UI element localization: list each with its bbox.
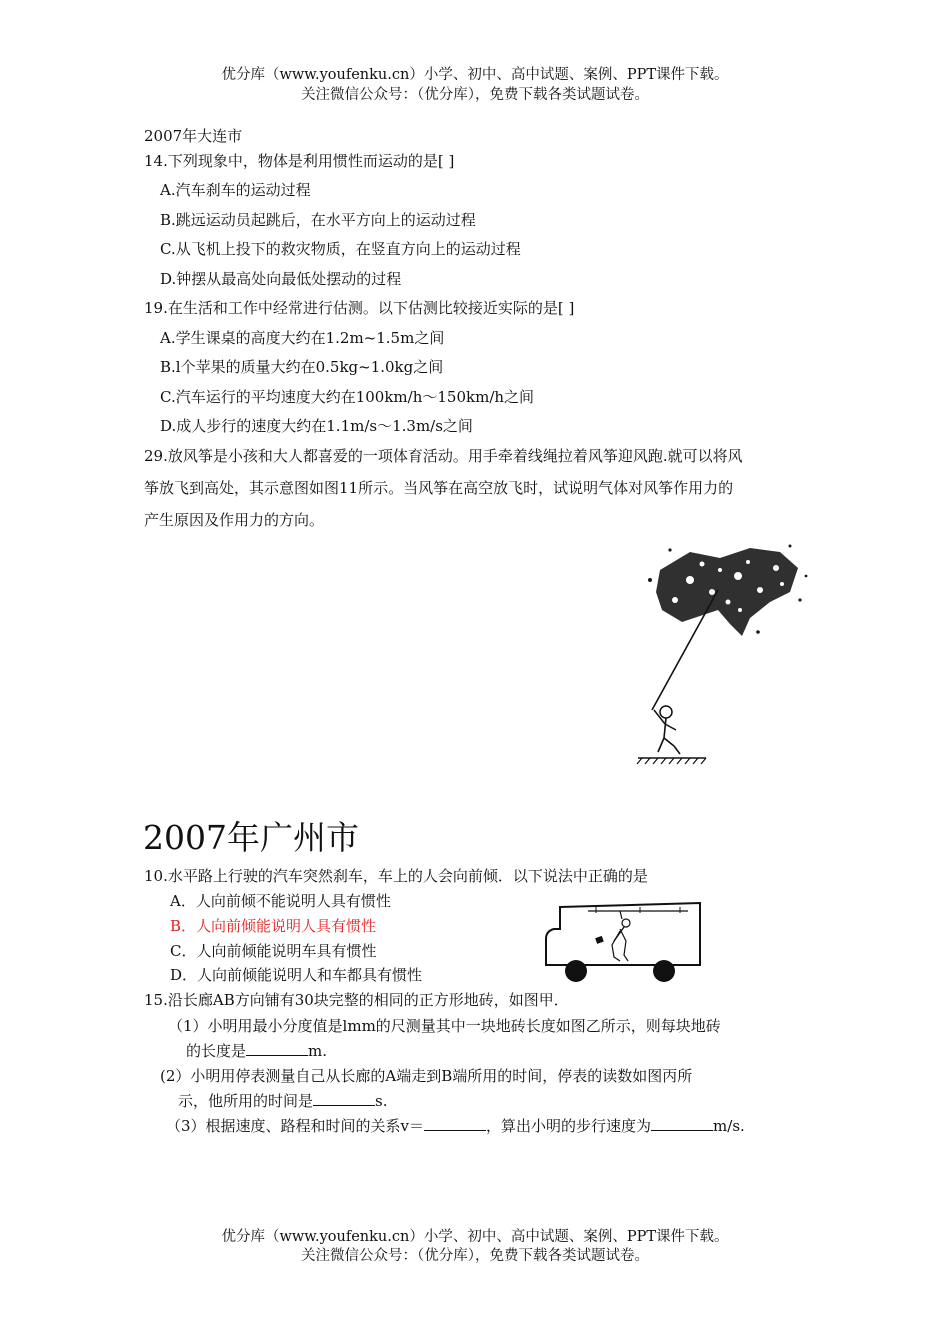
- question-19-stem: 19.在生活和工作中经常进行估测。以下估测比较接近实际的是[ ]: [144, 299, 575, 317]
- header-line-1: 优分库（www.youfenku.cn）小学、初中、高中试题、案例、PPT课件下载。: [221, 67, 729, 83]
- question-15-stem: 15.沿长廊AB方向铺有30块完整的相同的正方形地砖，如图甲．: [144, 991, 569, 1009]
- q19-option-c: C.汽车运行的平均速度大约在100km/h～150km/h之间: [160, 388, 535, 406]
- q10-option-b-answer: B．人向前倾能说明人具有惯性: [170, 917, 377, 935]
- q10-option-a: A．人向前倾不能说明人具有惯性: [170, 892, 391, 910]
- answer-blank-formula[interactable]: [424, 1116, 486, 1131]
- question-10-stem: 10.水平路上行驶的汽车突然刹车，车上的人会向前倾．以下说法中正确的是: [144, 867, 648, 885]
- question-14-stem: 14.下列现象中，物体是利用惯性而运动的是[ ]: [144, 152, 455, 170]
- header-line-2: 关注微信公众号：（优分库），免费下载各类试题试卷。: [301, 87, 649, 103]
- q19-option-d: D.成人步行的速度大约在1.1m/s～1.3m/s之间: [160, 417, 473, 435]
- q15-part-2-prefix: 示，他所用的时间是: [178, 1092, 314, 1110]
- kite-figure: [630, 540, 810, 775]
- question-29-line-1: 29.放风筝是小孩和大人都喜爱的一项体育活动。用手牵着线绳拉着风筝迎风跑.就可以将风: [144, 447, 743, 465]
- section-title-guangzhou: 2007年广州市: [143, 818, 359, 857]
- q15-part-2-unit: s.: [375, 1092, 388, 1110]
- q15-part-1-prefix: 的长度是: [186, 1042, 247, 1060]
- q15-part-2-line-1: (2）小明用停表测量自己从长廊的A端走到B端所用的时间，停表的读数如图丙所: [160, 1067, 693, 1085]
- bus-figure: [540, 895, 706, 985]
- q14-option-b: B.跳远运动员起跳后，在水平方向上的运动过程: [160, 211, 476, 229]
- q14-option-a: A.汽车刹车的运动过程: [160, 181, 311, 199]
- q15-part-2-line-2: [178, 1091, 387, 1111]
- q10-option-c: C．人向前倾能说明车具有惯性: [170, 942, 377, 960]
- q19-option-a: A.学生课桌的高度大约在1.2m~1.5m之间: [160, 329, 445, 347]
- footer-line-2: 关注微信公众号：（优分库），免费下载各类试题试卷。: [301, 1248, 649, 1264]
- q15-part-1-line-1: （1）小明用最小分度值是lmm的尺测量其中一块地砖长度如图乙所示，则每块地砖: [168, 1017, 721, 1035]
- footer-line-1: 优分库（www.youfenku.cn）小学、初中、高中试题、案例、PPT课件下载。: [221, 1229, 729, 1245]
- q15-part-3-prefix: （3）根据速度、路程和时间的关系v＝: [166, 1117, 425, 1135]
- q15-part-3-unit: m/s.: [713, 1117, 745, 1135]
- question-29-line-3: 产生原因及作用力的方向。: [144, 511, 325, 529]
- answer-blank-tile-length[interactable]: [246, 1041, 308, 1056]
- question-29-line-2: 筝放飞到高处，其示意图如图11所示。当风筝在高空放飞时，试说明气体对风筝作用力的: [144, 479, 734, 497]
- q15-part-1-line-2: [186, 1041, 327, 1061]
- answer-blank-time[interactable]: [313, 1091, 375, 1106]
- q15-part-1-unit: m.: [308, 1042, 328, 1060]
- section-title-dalian: 2007年大连市: [144, 127, 243, 145]
- q10-option-d: D．人向前倾能说明人和车都具有惯性: [170, 966, 423, 984]
- q14-option-d: D.钟摆从最高处向最低处摆动的过程: [160, 270, 402, 288]
- q15-part-3: [166, 1116, 745, 1136]
- q14-option-c: C.从飞机上投下的救灾物质，在竖直方向上的运动过程: [160, 240, 521, 258]
- answer-blank-speed[interactable]: [651, 1116, 713, 1131]
- q19-option-b: B.l个苹果的质量大约在0.5kg~1.0kg之间: [160, 358, 444, 376]
- q15-part-3-middle: ，算出小明的步行速度为: [486, 1117, 652, 1135]
